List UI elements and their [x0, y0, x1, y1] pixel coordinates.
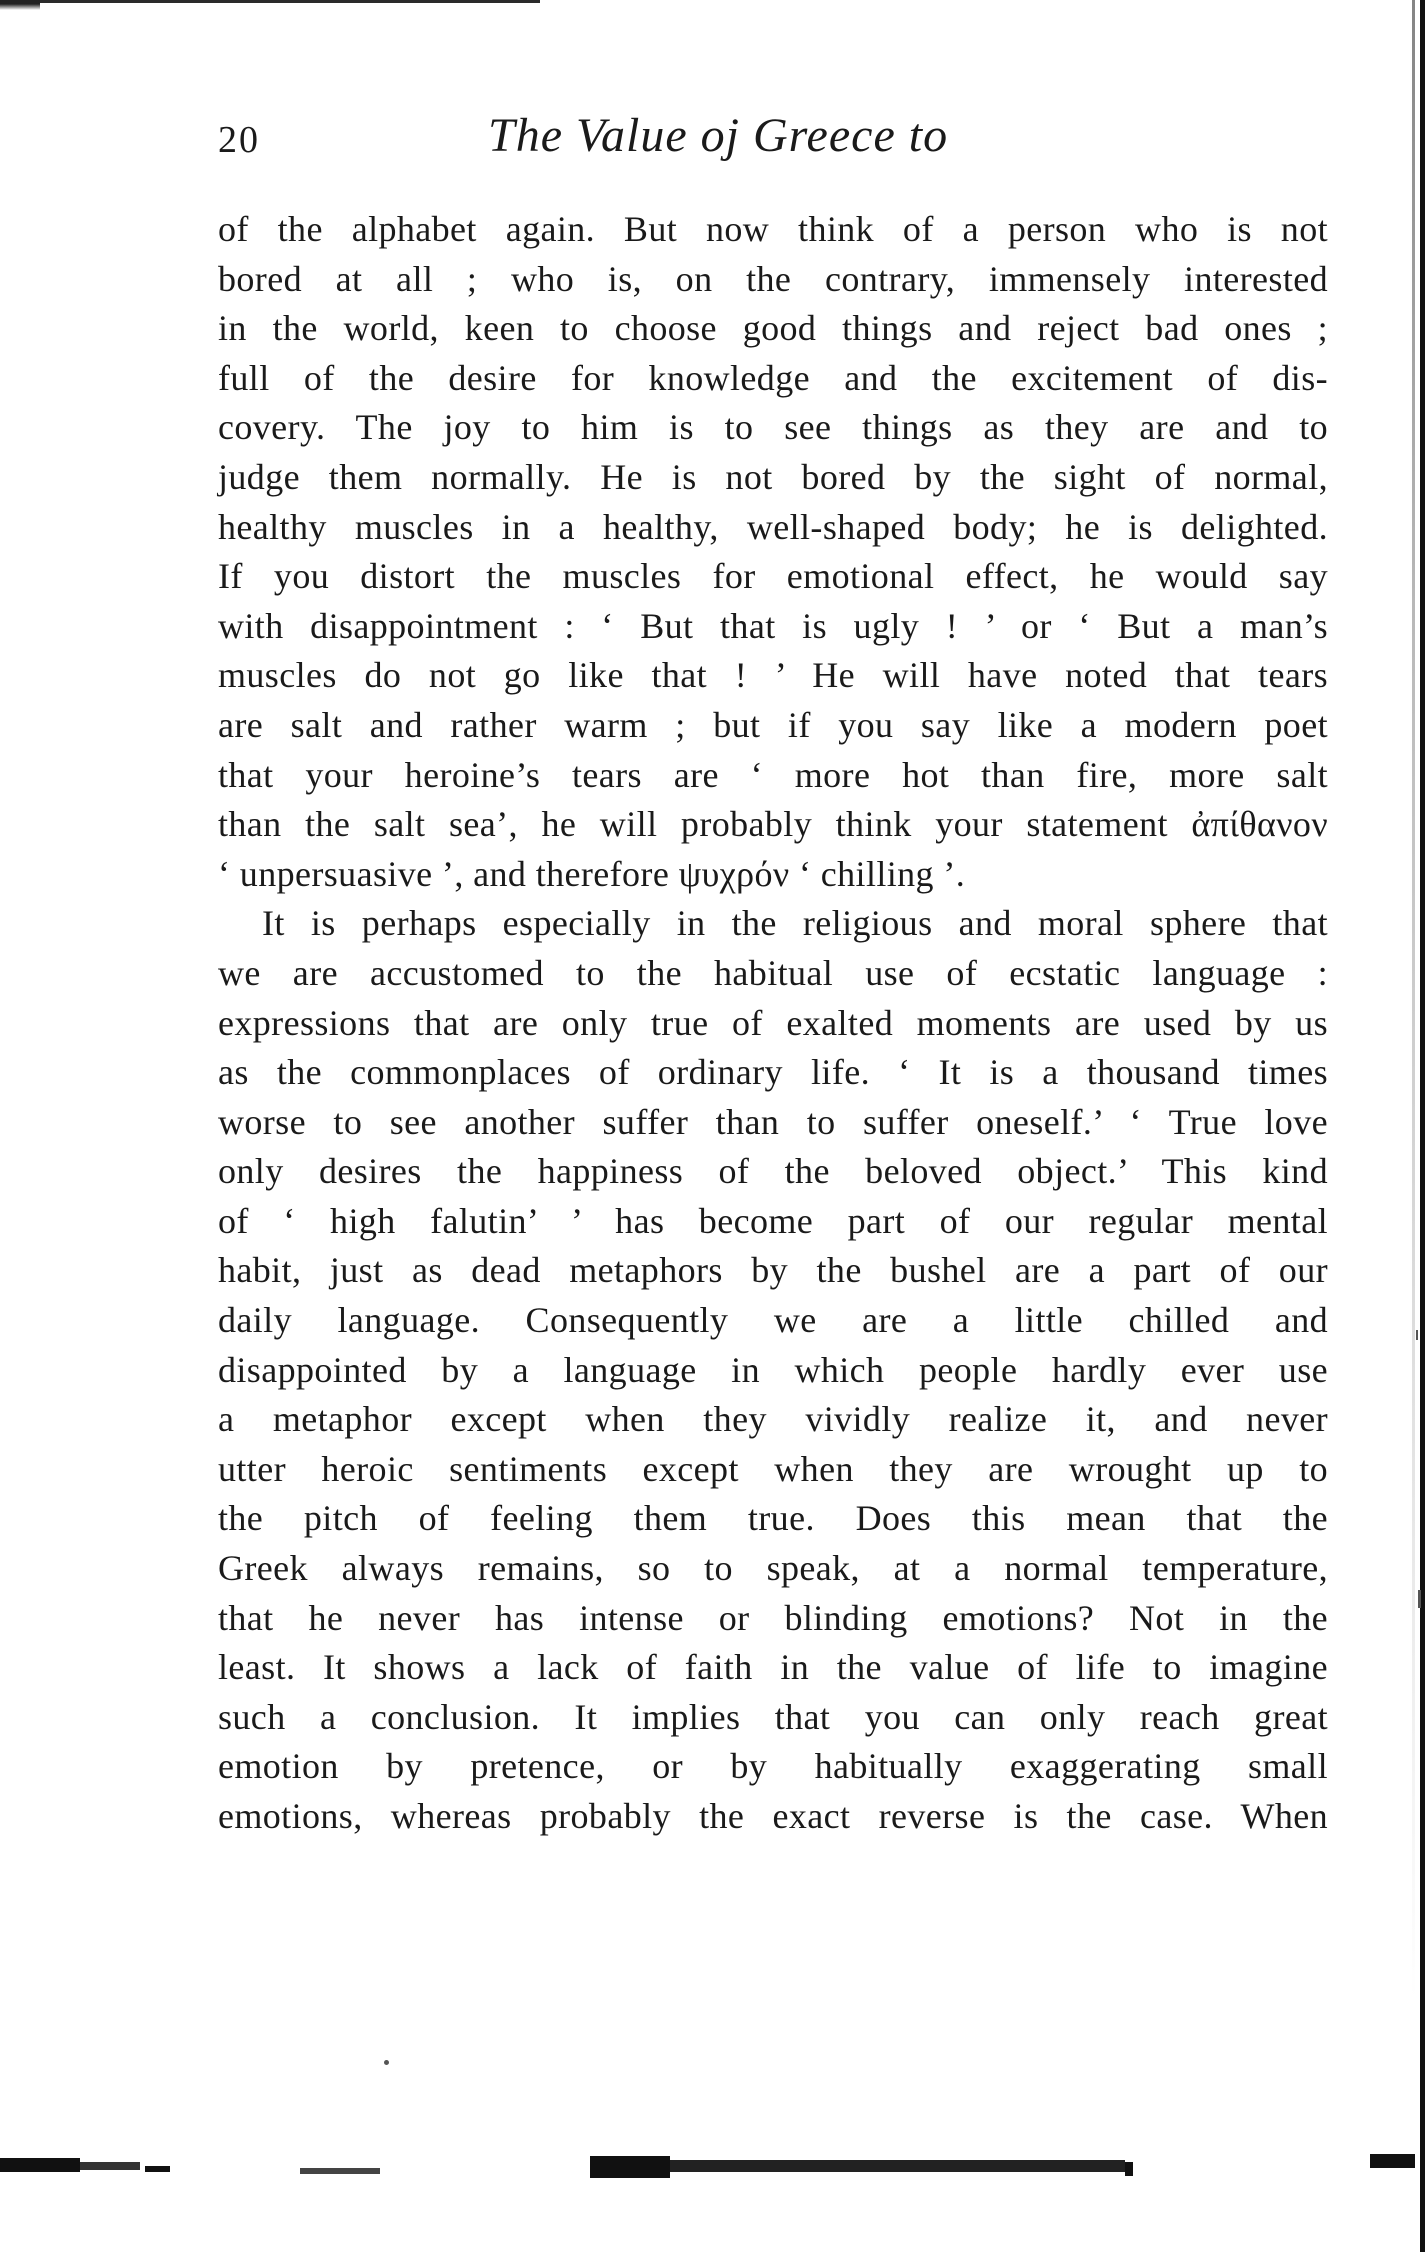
- scan-right-edge: [1420, 0, 1425, 2252]
- text-line: healthy muscles in a healthy, well-shaped body; he is delighted.: [218, 506, 1328, 547]
- text-line: emotions, whereas probably the exact reverse is the case. When: [218, 1796, 1328, 1836]
- paragraph-start-line: It is perhaps especially in the religious and moral sphere that: [262, 903, 1328, 944]
- text-line: such a conclusion. It implies that you can only reach great: [218, 1696, 1328, 1737]
- scan-speck: [384, 2060, 389, 2065]
- text-line: Greek always remains, so to speak, at a normal temperature,: [218, 1548, 1328, 1589]
- scan-bottom-edge: [0, 2150, 1425, 2190]
- text-line: covery. The joy to him is to see things as they are and to: [218, 407, 1328, 448]
- text-line: that he never has intense or blinding emotions? Not in the: [218, 1597, 1328, 1638]
- running-title: The Value oj Greece to: [488, 109, 949, 162]
- scan-speck: [1418, 1590, 1421, 1608]
- text-line: daily language. Consequently we are a little chilled and: [218, 1300, 1328, 1341]
- scan-corner-mark: [0, 0, 40, 10]
- text-line: utter heroic sentiments except when they are wrought up to: [218, 1448, 1328, 1489]
- scan-speck: [1416, 1330, 1418, 1340]
- text-line: If you distort the muscles for emotional effect, he would say: [218, 556, 1328, 597]
- text-line: of the alphabet again. But now think of a person who is not: [218, 209, 1328, 249]
- text-line: are salt and rather warm ; but if you say like a modern poet: [218, 704, 1328, 745]
- scan-top-rule: [0, 0, 540, 3]
- text-line: a metaphor except when they vividly realize it, and never: [218, 1399, 1328, 1440]
- text-line: emotion by pretence, or by habitually exaggerating small: [218, 1746, 1328, 1787]
- page-number: 20: [218, 119, 260, 161]
- text-line: muscles do not go like that ! ’ He will have noted that tears: [218, 655, 1328, 696]
- body-text: [218, 205, 1328, 1842]
- text-line: full of the desire for knowledge and the excitement of dis-: [218, 357, 1328, 398]
- text-line: bored at all ; who is, on the contrary, immensely interested: [218, 258, 1328, 299]
- running-head: [218, 108, 1328, 178]
- text-line: of ‘ high falutin’ ’ has become part of our regular mental: [218, 1200, 1328, 1241]
- text-line: in the world, keen to choose good things and reject bad ones ;: [218, 308, 1328, 349]
- text-line: only desires the happiness of the beloved object.’ This kind: [218, 1151, 1328, 1192]
- text-line: disappointed by a language in which people hardly ever use: [218, 1349, 1328, 1390]
- text-line: least. It shows a lack of faith in the value of life to imagine: [218, 1647, 1328, 1688]
- text-line: as the commonplaces of ordinary life. ‘ It is a thousand times: [218, 1052, 1328, 1093]
- text-line: judge them normally. He is not bored by the sight of normal,: [218, 456, 1328, 497]
- text-line: expressions that are only true of exalted moments are used by us: [218, 1002, 1328, 1043]
- text-line: than the salt sea’, he will probably think your statement ἀπίθανον: [218, 804, 1328, 845]
- text-line: we are accustomed to the habitual use of ecstatic language :: [218, 952, 1328, 993]
- text-line: that your heroine’s tears are ‘ more hot than fire, more salt: [218, 754, 1328, 795]
- text-line: worse to see another suffer than to suffer oneself.’ ‘ True love: [218, 1101, 1328, 1142]
- text-line: the pitch of feeling them true. Does this mean that the: [218, 1498, 1328, 1539]
- text-line: habit, just as dead metaphors by the bushel are a part of our: [218, 1250, 1328, 1291]
- scan-right-shadow: [1412, 0, 1415, 2000]
- paragraph-end-line: ‘ unpersuasive ’, and therefore ψυχρόν ‘ chilling ’.: [218, 853, 966, 894]
- text-line: with disappointment : ‘ But that is ugly ! ’ or ‘ But a man’s: [218, 605, 1328, 646]
